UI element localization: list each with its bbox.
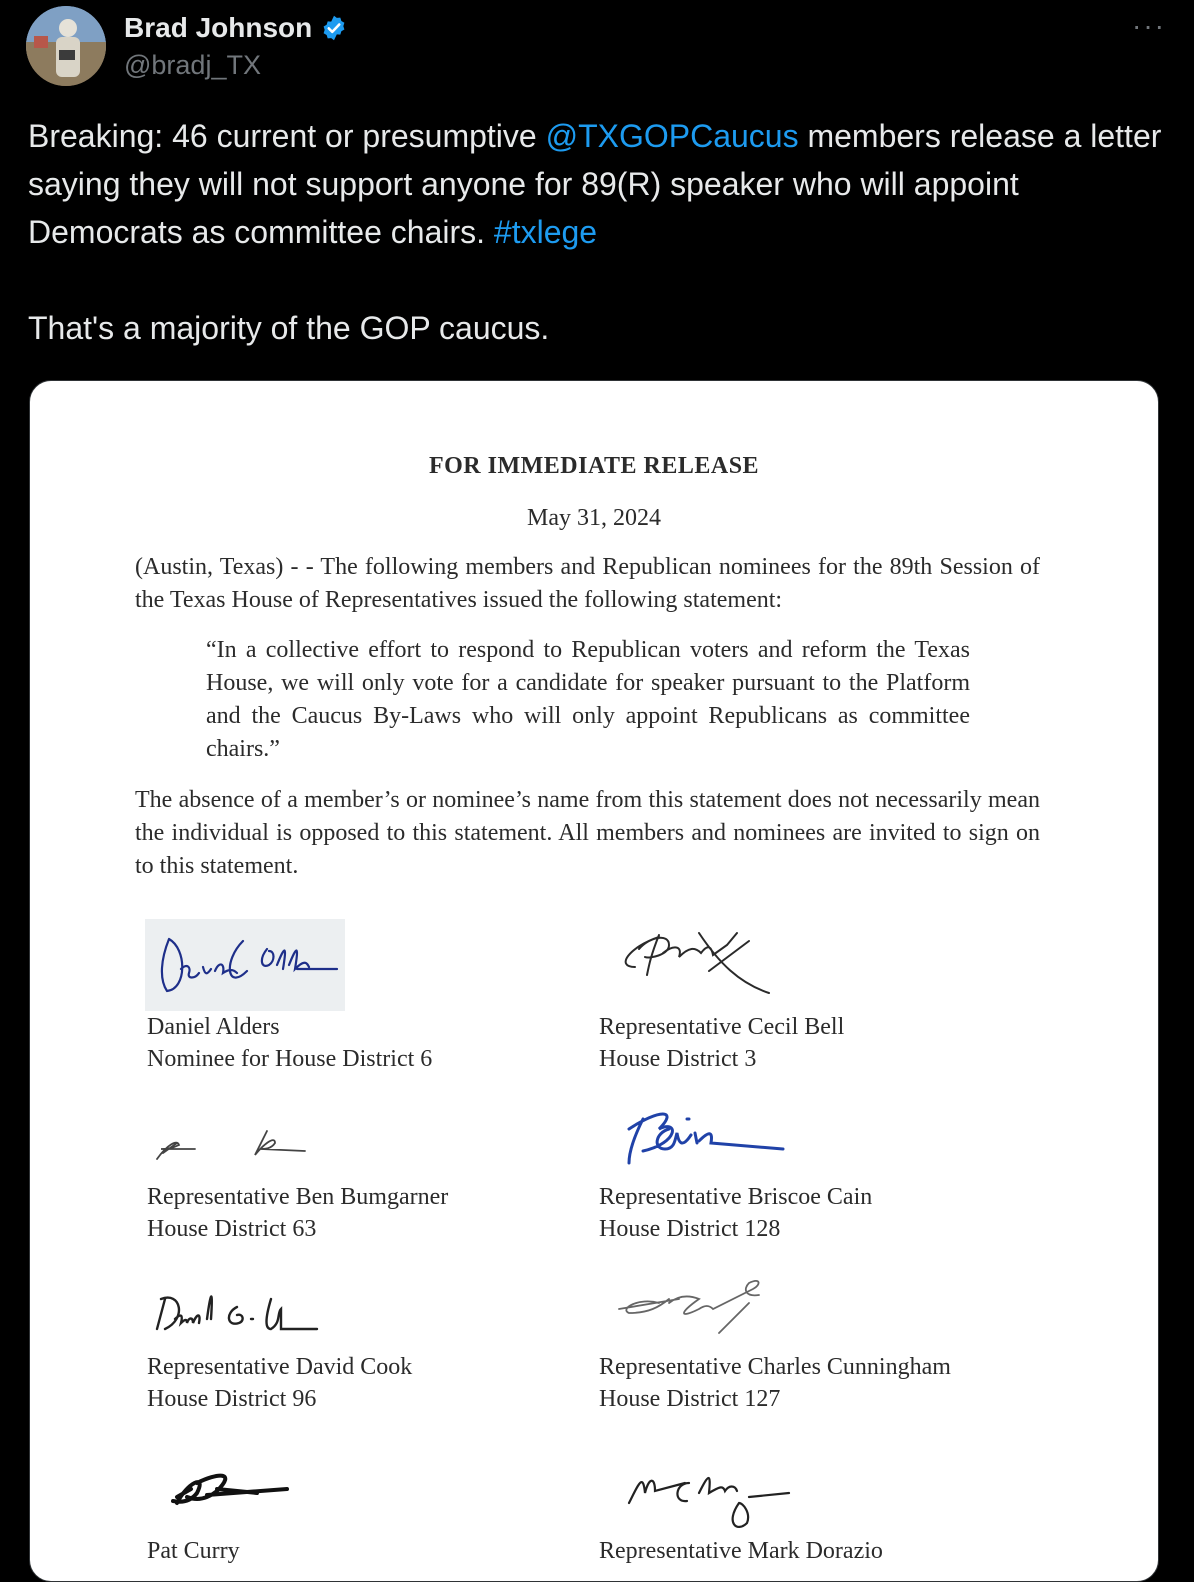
signatory-name: Pat Curry bbox=[147, 1538, 240, 1564]
document-title: FOR IMMEDIATE RELEASE bbox=[428, 453, 760, 479]
signatory-district: House District 127 bbox=[599, 1386, 781, 1412]
document-note: The absence of a member’s or nominee’s name from this statement does not necessarily mean the individual is opposed to this statement. All members and nominees are invited to sign on to this statement. bbox=[135, 787, 1040, 879]
signature-image bbox=[599, 1259, 799, 1351]
signature-image bbox=[599, 919, 799, 1011]
signatory-name: Daniel Alders bbox=[147, 1014, 280, 1040]
tweet-header bbox=[26, 6, 1166, 88]
document-date: May 31, 2024 bbox=[527, 505, 661, 531]
signatory-district: Nominee for House District 6 bbox=[147, 1046, 433, 1072]
tweet-text-part: members release a letter saying they will not support anyone for 89(R) speaker who will appoint Democrats as committee chairs. bbox=[28, 118, 1171, 250]
author-display-name[interactable]: Brad Johnson bbox=[124, 12, 313, 43]
author-handle[interactable]: @bradj_TX bbox=[124, 50, 261, 80]
verified-badge-icon bbox=[320, 14, 348, 42]
document-intro: (Austin, Texas) - - The following members and Republican nominees for the 89th Session of the Texas House of Representatives issued the following statement: bbox=[135, 554, 1040, 613]
hashtag-link[interactable]: #txlege bbox=[493, 214, 598, 250]
signatory-district: House District 3 bbox=[599, 1046, 757, 1072]
signatory-district: House District 128 bbox=[599, 1216, 781, 1242]
signature-image bbox=[599, 1443, 799, 1535]
signature-image bbox=[147, 1089, 347, 1181]
signatory-name: Representative Ben Bumgarner bbox=[147, 1184, 449, 1210]
signature-image bbox=[599, 1089, 799, 1181]
signature-image bbox=[147, 919, 347, 1011]
signatory-name: Representative Mark Dorazio bbox=[599, 1538, 883, 1564]
avatar[interactable] bbox=[26, 6, 106, 86]
tweet-text bbox=[28, 112, 1171, 352]
signatory-district: House District 63 bbox=[147, 1216, 317, 1242]
document-quote: “In a collective effort to respond to Republican voters and reform the Texas House, we will only vote for a candidate for speaker pursuant to the Platform and the Caucus By-Laws who will only appoint Republicans as committee chairs.” bbox=[206, 637, 970, 762]
signature-image bbox=[147, 1443, 347, 1535]
tweet-text-part: Breaking: 46 current or presumptive bbox=[28, 118, 546, 154]
more-options-icon[interactable]: ··· bbox=[1132, 10, 1166, 41]
mention-link[interactable]: @TXGOPCaucus bbox=[545, 118, 799, 154]
tweet-text-part: That's a majority of the GOP caucus. bbox=[28, 310, 550, 346]
signatory-name: Representative Cecil Bell bbox=[599, 1014, 845, 1040]
signatory-name: Representative David Cook bbox=[147, 1354, 413, 1380]
signatory-name: Representative Charles Cunningham bbox=[599, 1354, 951, 1380]
signatory-district: House District 96 bbox=[147, 1386, 317, 1412]
attached-image[interactable] bbox=[29, 380, 1159, 1582]
signature-image bbox=[147, 1259, 347, 1351]
signatory-name: Representative Briscoe Cain bbox=[599, 1184, 873, 1210]
